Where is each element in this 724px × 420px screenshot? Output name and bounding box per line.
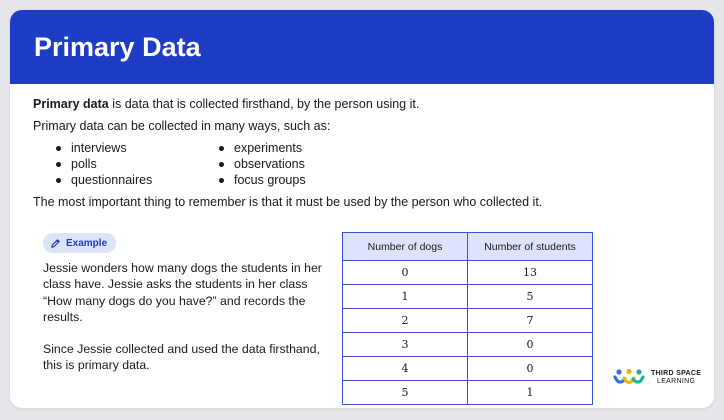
important-note: The most important thing to remember is that it must be used by the person who collected it. bbox=[33, 195, 543, 209]
list-item: polls bbox=[56, 156, 219, 172]
header-bar bbox=[10, 10, 714, 84]
table-row bbox=[343, 309, 593, 333]
table-cell: 1 bbox=[343, 285, 468, 309]
list-item: interviews bbox=[56, 140, 219, 156]
example-badge bbox=[43, 233, 116, 253]
lesson-card bbox=[10, 10, 714, 408]
table-header-row bbox=[343, 233, 593, 261]
table-cell: 4 bbox=[343, 357, 468, 381]
table-cell: 2 bbox=[343, 309, 468, 333]
logo-line-2: LEARNING bbox=[657, 378, 696, 385]
logo-mark-icon bbox=[613, 368, 645, 388]
header-number-of-students: Number of students bbox=[468, 233, 593, 261]
table-row bbox=[343, 261, 593, 285]
table-cell: 0 bbox=[343, 261, 468, 285]
ways-text: Primary data can be collected in many ways, such as: bbox=[33, 119, 331, 133]
page-title: Primary Data bbox=[34, 31, 201, 62]
pencil-icon bbox=[50, 238, 61, 249]
table-cell: 3 bbox=[343, 333, 468, 357]
methods-list-left bbox=[33, 140, 219, 188]
definition-text bbox=[33, 96, 694, 112]
list-item: focus groups bbox=[219, 172, 306, 188]
header-number-of-dogs: Number of dogs bbox=[343, 233, 468, 261]
list-item: experiments bbox=[219, 140, 306, 156]
table-cell: 7 bbox=[468, 309, 593, 333]
logo-line-1: THIRD SPACE bbox=[651, 370, 702, 377]
table-cell: 0 bbox=[468, 333, 593, 357]
table-cell: 5 bbox=[343, 381, 468, 405]
methods-lists bbox=[33, 140, 694, 188]
third-space-logo bbox=[613, 368, 701, 388]
table-row bbox=[343, 285, 593, 309]
list-item: questionnaires bbox=[56, 172, 219, 188]
definition-term: Primary data bbox=[33, 97, 109, 111]
example-badge-label: Example bbox=[66, 237, 108, 249]
list-item: observations bbox=[219, 156, 306, 172]
content-area bbox=[33, 96, 694, 223]
table-row bbox=[343, 333, 593, 357]
table-cell: 5 bbox=[468, 285, 593, 309]
example-text bbox=[43, 260, 328, 390]
definition-rest: is data that is collected firsthand, by the person using it. bbox=[108, 97, 420, 111]
logo-text bbox=[651, 370, 701, 386]
dogs-table bbox=[342, 232, 593, 405]
example-paragraph-2: Since Jessie collected and used the data firsthand, this is primary data. bbox=[43, 342, 320, 373]
table-row bbox=[343, 357, 593, 381]
table-cell: 0 bbox=[468, 357, 593, 381]
table-cell: 1 bbox=[468, 381, 593, 405]
table-row bbox=[343, 381, 593, 405]
table-cell: 13 bbox=[468, 261, 593, 285]
methods-list-right bbox=[219, 140, 306, 188]
example-paragraph-1: Jessie wonders how many dogs the students in her class have. Jessie asks the students in her class “How many dogs do you have?” and records the results. bbox=[43, 261, 322, 324]
